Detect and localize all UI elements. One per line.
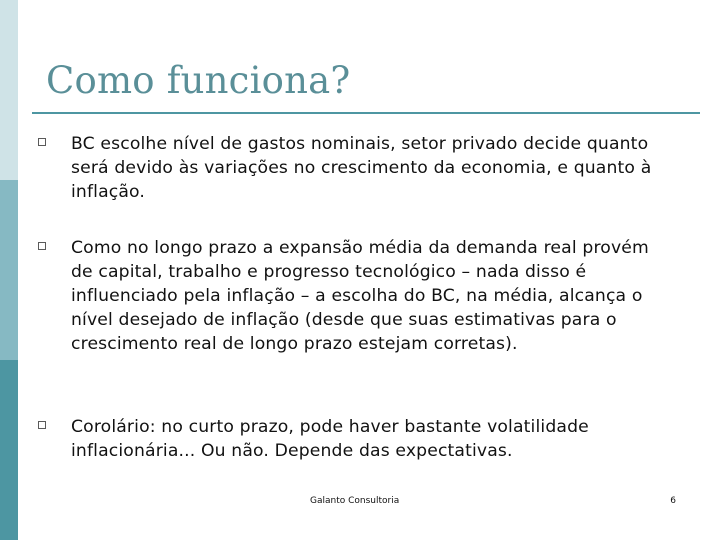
bullet-text: Corolário: no curto prazo, pode haver bastante volatilidade inflacionária... Ou não. Depende das expectativas. [71,417,589,461]
sidebar-accent-middle [0,180,18,360]
title-divider [32,112,700,114]
footer-company: Galanto Consultoria [310,496,400,506]
sidebar-accent-bottom [0,360,18,540]
hollow-square-bullet-icon [38,421,46,429]
sidebar-accent-top [0,0,18,180]
slide-title: Como funciona? [46,59,351,102]
hollow-square-bullet-icon [38,242,46,250]
bullet-text: BC escolhe nível de gastos nominais, setor privado decide quanto será devido às variações no crescimento da economia, e quanto à inflação. [71,134,652,202]
hollow-square-bullet-icon [38,138,46,146]
page-number: 6 [670,496,676,506]
bullet-text: Como no longo prazo a expansão média da demanda real provém de capital, trabalho e progresso tecnológico – nada disso é influenciado pela inflação – a escolha do BC, na média, alcança o nível desejado de inflação (desde que suas estimativas para o crescimento real de longo prazo estejam corretas). [71,238,649,354]
